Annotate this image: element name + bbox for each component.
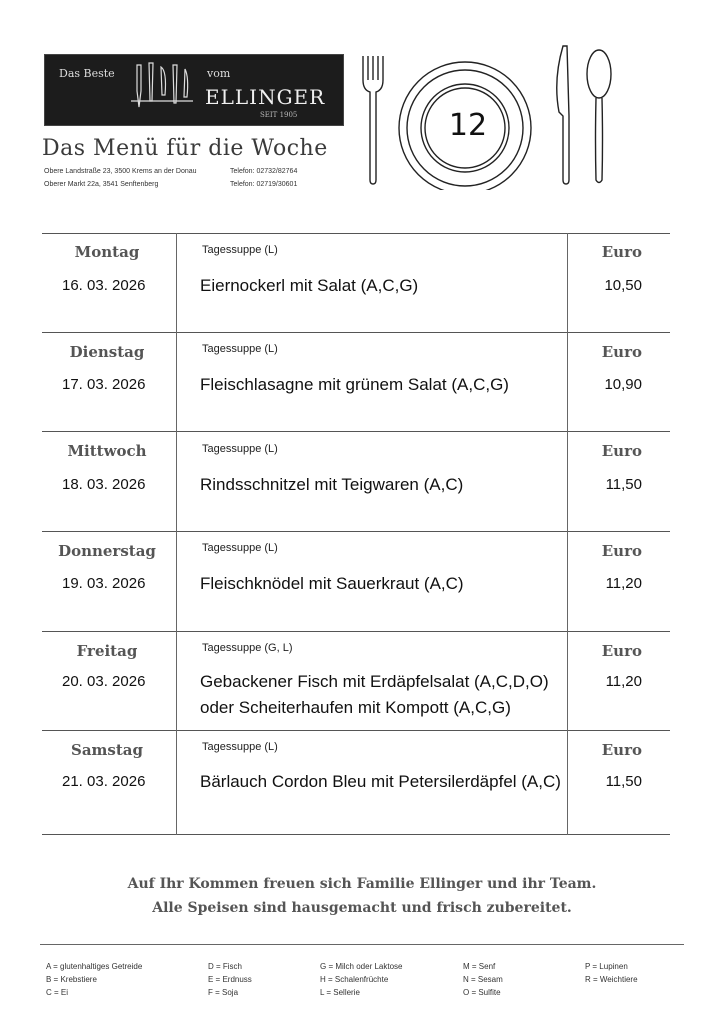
allergen-entry: E = Erdnuss <box>208 975 252 984</box>
dish: Fleischlasagne mit grünem Salat (A,C,G) <box>200 375 509 394</box>
day-name: Montag <box>74 243 140 261</box>
dish: Rindsschnitzel mit Teigwaren (A,C) <box>200 475 464 494</box>
allergen-entry: P = Lupinen <box>585 962 628 971</box>
allergen-entry: O = Sulfite <box>463 988 501 997</box>
footer-homemade-note: Alle Speisen sind hausgemacht und frisch zubereitet. <box>152 900 572 916</box>
allergen-entry: B = Krebstiere <box>46 975 97 984</box>
phone-senftenberg: Telefon: 02719/30601 <box>230 181 298 188</box>
allergen-entry: G = Milch oder Laktose <box>320 962 403 971</box>
dish: Bärlauch Cordon Bleu mit Petersilerdäpfel (A,C) <box>200 772 561 791</box>
logo-brand: ELLINGER <box>205 85 326 109</box>
day-name: Samstag <box>70 741 143 759</box>
day-name: Mittwoch <box>67 442 147 460</box>
allergen-entry: C = Ei <box>46 988 69 997</box>
currency-label: Euro <box>601 442 642 460</box>
soup-of-day: Tagessuppe (L) <box>202 443 278 455</box>
logo-tagline-right: vom <box>207 67 231 80</box>
day-date: 20. 03. 2026 <box>62 673 146 690</box>
allergen-entry: L = Sellerie <box>320 988 360 997</box>
soup-of-day: Tagessuppe (G, L) <box>202 642 293 654</box>
allergen-entry: R = Weichtiere <box>585 975 638 984</box>
row-divider <box>42 431 670 432</box>
column-divider <box>567 233 568 835</box>
price: 10,50 <box>604 277 642 294</box>
allergen-entry: F = Soja <box>208 988 239 997</box>
currency-label: Euro <box>601 343 642 361</box>
currency-label: Euro <box>601 642 642 660</box>
soup-of-day: Tagessuppe (L) <box>202 343 278 355</box>
currency-label: Euro <box>601 542 642 560</box>
currency-label: Euro <box>601 243 642 261</box>
allergen-legend-col-2 <box>208 960 252 999</box>
soup-of-day: Tagessuppe (L) <box>202 542 278 554</box>
price: 11,20 <box>605 575 642 592</box>
weekly-menu-table <box>42 233 670 835</box>
address-krems: Obere Landstraße 23, 3500 Krems an der Donau <box>44 168 197 175</box>
logo-since: SEIT 1905 <box>260 111 298 119</box>
soup-of-day: Tagessuppe (L) <box>202 741 278 753</box>
allergen-entry: H = Schalenfrüchte <box>320 975 389 984</box>
day-date: 19. 03. 2026 <box>62 575 146 592</box>
price: 11,50 <box>605 773 642 790</box>
phone-krems: Telefon: 02732/82764 <box>230 168 298 175</box>
row-divider <box>42 332 670 333</box>
table-border-bottom <box>42 834 670 835</box>
row-divider <box>42 531 670 532</box>
soup-of-day: Tagessuppe (L) <box>202 244 278 256</box>
allergen-legend-col-3 <box>320 960 402 999</box>
currency-label: Euro <box>601 741 642 759</box>
week-number: 12 <box>448 108 488 143</box>
knives-icon <box>127 61 197 117</box>
ellinger-logo <box>44 54 344 126</box>
day-name: Donnerstag <box>58 542 156 560</box>
day-name: Dienstag <box>69 343 145 361</box>
day-date: 21. 03. 2026 <box>62 773 146 790</box>
page-title: Das Menü für die Woche <box>42 136 328 161</box>
allergen-entry: A = glutenhaltiges Getreide <box>46 962 143 971</box>
row-divider <box>42 631 670 632</box>
price: 10,90 <box>604 376 642 393</box>
logo-tagline-left: Das Beste <box>59 67 115 80</box>
allergen-legend-col-1 <box>46 960 142 999</box>
day-date: 17. 03. 2026 <box>62 376 146 393</box>
legend-divider <box>40 944 684 945</box>
allergen-legend-col-4 <box>463 960 503 999</box>
day-date: 18. 03. 2026 <box>62 476 146 493</box>
column-divider <box>176 233 177 835</box>
dish: Fleischknödel mit Sauerkraut (A,C) <box>200 574 464 593</box>
footer-greeting: Auf Ihr Kommen freuen sich Familie Ellinger und ihr Team. <box>127 876 597 892</box>
table-border-top <box>42 233 670 234</box>
allergen-entry: D = Fisch <box>208 962 243 971</box>
row-divider <box>42 730 670 731</box>
day-date: 16. 03. 2026 <box>62 277 146 294</box>
plate-cutlery-icon <box>355 40 625 190</box>
allergen-legend-col-5 <box>585 960 638 986</box>
allergen-entry: N = Sesam <box>463 975 503 984</box>
day-name: Freitag <box>76 642 138 660</box>
dish: Eiernockerl mit Salat (A,C,G) <box>200 276 419 295</box>
dish: Gebackener Fisch mit Erdäpfelsalat (A,C,D,O) oder Scheiterhaufen mit Kompott (A,C,G) <box>200 672 549 717</box>
address-senftenberg: Oberer Markt 22a, 3541 Senftenberg <box>44 181 159 188</box>
allergen-entry: M = Senf <box>463 962 496 971</box>
price: 11,50 <box>605 476 642 493</box>
price: 11,20 <box>605 673 642 690</box>
